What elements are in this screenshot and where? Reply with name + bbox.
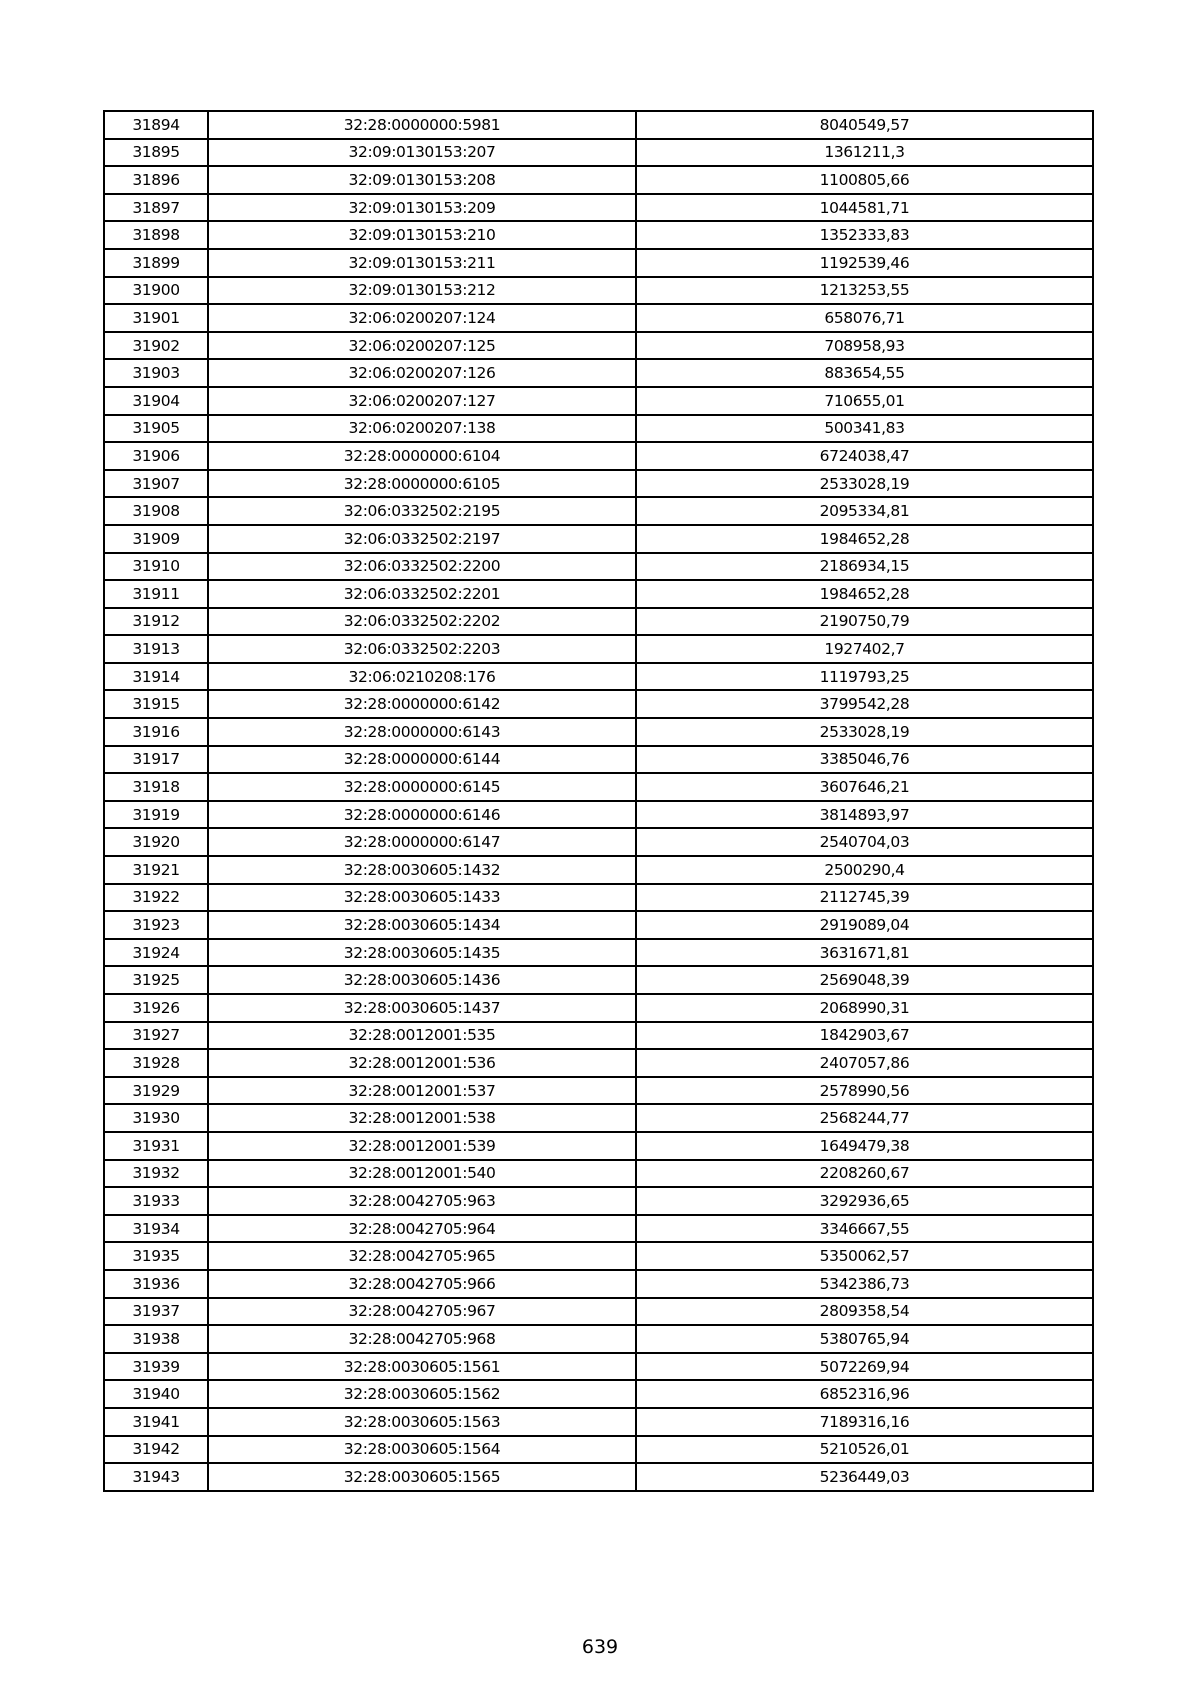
table-row xyxy=(104,1353,1093,1381)
value-cell: 2568244,77 xyxy=(636,1104,1093,1132)
row-index-cell: 31925 xyxy=(104,966,208,994)
table-row xyxy=(104,635,1093,663)
row-index-cell: 31937 xyxy=(104,1298,208,1326)
table-row xyxy=(104,939,1093,967)
value-cell: 5380765,94 xyxy=(636,1325,1093,1353)
table-row xyxy=(104,139,1093,167)
table-row xyxy=(104,1380,1093,1408)
value-cell: 658076,71 xyxy=(636,304,1093,332)
cadastral-number-cell: 32:06:0332502:2200 xyxy=(208,553,636,581)
row-index-cell: 31914 xyxy=(104,663,208,691)
value-cell: 1361211,3 xyxy=(636,139,1093,167)
value-cell: 710655,01 xyxy=(636,387,1093,415)
cadastral-number-cell: 32:06:0332502:2201 xyxy=(208,580,636,608)
cadastral-number-cell: 32:28:0030605:1436 xyxy=(208,966,636,994)
table-row xyxy=(104,718,1093,746)
value-cell: 7189316,16 xyxy=(636,1408,1093,1436)
table-row xyxy=(104,746,1093,774)
table-row xyxy=(104,884,1093,912)
cadastral-number-cell: 32:09:0130153:210 xyxy=(208,221,636,249)
cadastral-number-cell: 32:28:0042705:966 xyxy=(208,1270,636,1298)
value-cell: 3385046,76 xyxy=(636,746,1093,774)
value-cell: 2533028,19 xyxy=(636,718,1093,746)
table-row xyxy=(104,994,1093,1022)
cadastral-number-cell: 32:28:0042705:967 xyxy=(208,1298,636,1326)
page-number: 639 xyxy=(581,1636,619,1658)
cadastral-number-cell: 32:06:0332502:2197 xyxy=(208,525,636,553)
table-row xyxy=(104,415,1093,443)
row-index-cell: 31908 xyxy=(104,497,208,525)
row-index-cell: 31924 xyxy=(104,939,208,967)
cadastral-number-cell: 32:28:0030605:1565 xyxy=(208,1463,636,1491)
value-cell: 1044581,71 xyxy=(636,194,1093,222)
row-index-cell: 31910 xyxy=(104,553,208,581)
value-cell: 6852316,96 xyxy=(636,1380,1093,1408)
cadastral-number-cell: 32:28:0000000:6145 xyxy=(208,773,636,801)
row-index-cell: 31936 xyxy=(104,1270,208,1298)
row-index-cell: 31915 xyxy=(104,690,208,718)
value-cell: 1927402,7 xyxy=(636,635,1093,663)
table-row xyxy=(104,1132,1093,1160)
table-row xyxy=(104,470,1093,498)
table-row xyxy=(104,911,1093,939)
value-cell: 5342386,73 xyxy=(636,1270,1093,1298)
table-row xyxy=(104,1022,1093,1050)
value-cell: 6724038,47 xyxy=(636,442,1093,470)
value-cell: 8040549,57 xyxy=(636,111,1093,139)
cadastral-number-cell: 32:28:0000000:6142 xyxy=(208,690,636,718)
table-row xyxy=(104,1408,1093,1436)
row-index-cell: 31916 xyxy=(104,718,208,746)
value-cell: 883654,55 xyxy=(636,359,1093,387)
cadastral-number-cell: 32:06:0200207:125 xyxy=(208,332,636,360)
table-row xyxy=(104,1463,1093,1491)
cadastral-number-cell: 32:06:0332502:2203 xyxy=(208,635,636,663)
value-cell: 2068990,31 xyxy=(636,994,1093,1022)
table-row xyxy=(104,1215,1093,1243)
value-cell: 2809358,54 xyxy=(636,1298,1093,1326)
cadastral-number-cell: 32:28:0000000:6146 xyxy=(208,801,636,829)
table-row xyxy=(104,525,1093,553)
table-row xyxy=(104,1436,1093,1464)
value-cell: 2208260,67 xyxy=(636,1160,1093,1188)
value-cell: 1649479,38 xyxy=(636,1132,1093,1160)
value-cell: 2186934,15 xyxy=(636,553,1093,581)
table-row xyxy=(104,387,1093,415)
cadastral-number-cell: 32:28:0030605:1433 xyxy=(208,884,636,912)
row-index-cell: 31942 xyxy=(104,1436,208,1464)
value-cell: 500341,83 xyxy=(636,415,1093,443)
table-row xyxy=(104,1325,1093,1353)
row-index-cell: 31920 xyxy=(104,828,208,856)
row-index-cell: 31901 xyxy=(104,304,208,332)
row-index-cell: 31904 xyxy=(104,387,208,415)
value-cell: 2919089,04 xyxy=(636,911,1093,939)
table-row xyxy=(104,166,1093,194)
row-index-cell: 31907 xyxy=(104,470,208,498)
table-row xyxy=(104,497,1093,525)
cadastral-number-cell: 32:28:0030605:1437 xyxy=(208,994,636,1022)
row-index-cell: 31939 xyxy=(104,1353,208,1381)
table-row xyxy=(104,553,1093,581)
table-row xyxy=(104,1187,1093,1215)
cadastral-number-cell: 32:28:0030605:1564 xyxy=(208,1436,636,1464)
table-row xyxy=(104,828,1093,856)
table-row xyxy=(104,1104,1093,1132)
cadastral-number-cell: 32:06:0200207:138 xyxy=(208,415,636,443)
row-index-cell: 31911 xyxy=(104,580,208,608)
row-index-cell: 31938 xyxy=(104,1325,208,1353)
table-row xyxy=(104,580,1093,608)
table-row xyxy=(104,221,1093,249)
cadastral-number-cell: 32:09:0130153:207 xyxy=(208,139,636,167)
row-index-cell: 31922 xyxy=(104,884,208,912)
row-index-cell: 31929 xyxy=(104,1077,208,1105)
cadastral-number-cell: 32:06:0200207:124 xyxy=(208,304,636,332)
cadastral-number-cell: 32:28:0030605:1561 xyxy=(208,1353,636,1381)
cadastral-number-cell: 32:28:0000000:6147 xyxy=(208,828,636,856)
value-cell: 1100805,66 xyxy=(636,166,1093,194)
value-cell: 708958,93 xyxy=(636,332,1093,360)
value-cell: 1984652,28 xyxy=(636,525,1093,553)
row-index-cell: 31894 xyxy=(104,111,208,139)
cadastral-number-cell: 32:28:0042705:968 xyxy=(208,1325,636,1353)
value-cell: 3814893,97 xyxy=(636,801,1093,829)
cadastral-number-cell: 32:28:0012001:537 xyxy=(208,1077,636,1105)
cadastral-number-cell: 32:28:0000000:6144 xyxy=(208,746,636,774)
cadastral-number-cell: 32:09:0130153:209 xyxy=(208,194,636,222)
row-index-cell: 31896 xyxy=(104,166,208,194)
value-cell: 1192539,46 xyxy=(636,249,1093,277)
table-row xyxy=(104,1298,1093,1326)
cadastral-number-cell: 32:28:0000000:6143 xyxy=(208,718,636,746)
row-index-cell: 31930 xyxy=(104,1104,208,1132)
cadastral-number-cell: 32:06:0210208:176 xyxy=(208,663,636,691)
value-cell: 3799542,28 xyxy=(636,690,1093,718)
cadastral-number-cell: 32:06:0200207:127 xyxy=(208,387,636,415)
value-cell: 2540704,03 xyxy=(636,828,1093,856)
table-row xyxy=(104,1049,1093,1077)
row-index-cell: 31932 xyxy=(104,1160,208,1188)
value-cell: 2569048,39 xyxy=(636,966,1093,994)
table-row xyxy=(104,966,1093,994)
cadastral-number-cell: 32:28:0030605:1563 xyxy=(208,1408,636,1436)
value-cell: 1119793,25 xyxy=(636,663,1093,691)
row-index-cell: 31913 xyxy=(104,635,208,663)
row-index-cell: 31927 xyxy=(104,1022,208,1050)
table-row xyxy=(104,663,1093,691)
cadastral-number-cell: 32:09:0130153:212 xyxy=(208,277,636,305)
cadastral-number-cell: 32:28:0042705:964 xyxy=(208,1215,636,1243)
cadastral-number-cell: 32:28:0000000:5981 xyxy=(208,111,636,139)
value-cell: 2578990,56 xyxy=(636,1077,1093,1105)
cadastral-number-cell: 32:28:0030605:1434 xyxy=(208,911,636,939)
row-index-cell: 31928 xyxy=(104,1049,208,1077)
data-table-container xyxy=(103,110,1086,1492)
row-index-cell: 31918 xyxy=(104,773,208,801)
table-row xyxy=(104,801,1093,829)
row-index-cell: 31903 xyxy=(104,359,208,387)
cadastral-number-cell: 32:28:0012001:536 xyxy=(208,1049,636,1077)
table-row xyxy=(104,608,1093,636)
data-table-body xyxy=(104,111,1093,1491)
table-row xyxy=(104,359,1093,387)
table-row xyxy=(104,194,1093,222)
value-cell: 5236449,03 xyxy=(636,1463,1093,1491)
row-index-cell: 31909 xyxy=(104,525,208,553)
table-row xyxy=(104,1160,1093,1188)
row-index-cell: 31926 xyxy=(104,994,208,1022)
value-cell: 3631671,81 xyxy=(636,939,1093,967)
table-row xyxy=(104,332,1093,360)
cadastral-number-cell: 32:28:0012001:540 xyxy=(208,1160,636,1188)
value-cell: 5072269,94 xyxy=(636,1353,1093,1381)
row-index-cell: 31943 xyxy=(104,1463,208,1491)
row-index-cell: 31898 xyxy=(104,221,208,249)
cadastral-number-cell: 32:09:0130153:208 xyxy=(208,166,636,194)
row-index-cell: 31931 xyxy=(104,1132,208,1160)
table-row xyxy=(104,690,1093,718)
value-cell: 2533028,19 xyxy=(636,470,1093,498)
value-cell: 2407057,86 xyxy=(636,1049,1093,1077)
table-row xyxy=(104,304,1093,332)
row-index-cell: 31902 xyxy=(104,332,208,360)
value-cell: 2500290,4 xyxy=(636,856,1093,884)
row-index-cell: 31921 xyxy=(104,856,208,884)
value-cell: 1352333,83 xyxy=(636,221,1093,249)
value-cell: 1842903,67 xyxy=(636,1022,1093,1050)
row-index-cell: 31934 xyxy=(104,1215,208,1243)
row-index-cell: 31941 xyxy=(104,1408,208,1436)
value-cell: 1984652,28 xyxy=(636,580,1093,608)
table-row xyxy=(104,773,1093,801)
value-cell: 5350062,57 xyxy=(636,1242,1093,1270)
row-index-cell: 31899 xyxy=(104,249,208,277)
table-row xyxy=(104,442,1093,470)
cadastral-number-cell: 32:28:0012001:538 xyxy=(208,1104,636,1132)
cadastral-number-cell: 32:28:0030605:1432 xyxy=(208,856,636,884)
cadastral-number-cell: 32:28:0030605:1435 xyxy=(208,939,636,967)
cadastral-number-cell: 32:28:0042705:965 xyxy=(208,1242,636,1270)
value-cell: 5210526,01 xyxy=(636,1436,1093,1464)
value-cell: 3607646,21 xyxy=(636,773,1093,801)
cadastral-number-cell: 32:06:0332502:2202 xyxy=(208,608,636,636)
cadastral-number-cell: 32:09:0130153:211 xyxy=(208,249,636,277)
cadastral-number-cell: 32:28:0000000:6105 xyxy=(208,470,636,498)
row-index-cell: 31906 xyxy=(104,442,208,470)
cadastral-number-cell: 32:06:0200207:126 xyxy=(208,359,636,387)
row-index-cell: 31940 xyxy=(104,1380,208,1408)
cadastral-number-cell: 32:28:0012001:539 xyxy=(208,1132,636,1160)
value-cell: 1213253,55 xyxy=(636,277,1093,305)
row-index-cell: 31923 xyxy=(104,911,208,939)
data-table xyxy=(103,110,1094,1492)
table-row xyxy=(104,856,1093,884)
table-row xyxy=(104,249,1093,277)
value-cell: 3292936,65 xyxy=(636,1187,1093,1215)
table-row xyxy=(104,1242,1093,1270)
cadastral-number-cell: 32:28:0012001:535 xyxy=(208,1022,636,1050)
value-cell: 3346667,55 xyxy=(636,1215,1093,1243)
row-index-cell: 31895 xyxy=(104,139,208,167)
table-row xyxy=(104,111,1093,139)
cadastral-number-cell: 32:28:0000000:6104 xyxy=(208,442,636,470)
row-index-cell: 31933 xyxy=(104,1187,208,1215)
row-index-cell: 31919 xyxy=(104,801,208,829)
row-index-cell: 31912 xyxy=(104,608,208,636)
table-row xyxy=(104,1077,1093,1105)
cadastral-number-cell: 32:06:0332502:2195 xyxy=(208,497,636,525)
row-index-cell: 31897 xyxy=(104,194,208,222)
row-index-cell: 31905 xyxy=(104,415,208,443)
row-index-cell: 31917 xyxy=(104,746,208,774)
row-index-cell: 31935 xyxy=(104,1242,208,1270)
table-row xyxy=(104,277,1093,305)
row-index-cell: 31900 xyxy=(104,277,208,305)
value-cell: 2190750,79 xyxy=(636,608,1093,636)
cadastral-number-cell: 32:28:0030605:1562 xyxy=(208,1380,636,1408)
cadastral-number-cell: 32:28:0042705:963 xyxy=(208,1187,636,1215)
table-row xyxy=(104,1270,1093,1298)
value-cell: 2095334,81 xyxy=(636,497,1093,525)
value-cell: 2112745,39 xyxy=(636,884,1093,912)
